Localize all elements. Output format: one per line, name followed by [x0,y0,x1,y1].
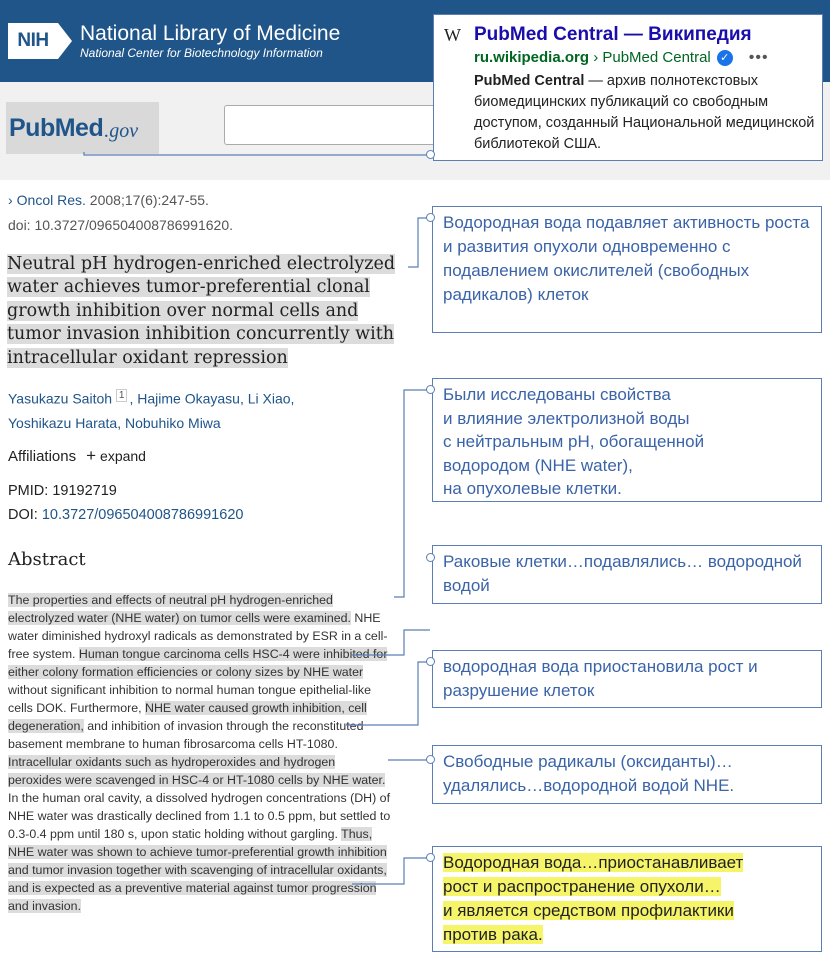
wikipedia-card [433,14,823,161]
connector-dot [426,755,435,764]
doi-citation: doi: 10.3727/096504008786991620. [8,217,233,233]
pubmed-logo-text: PubMed [9,113,104,142]
pmid-value: 19192719 [52,483,117,499]
abstract-heading: Abstract [8,549,86,570]
annotation-conclusion-line: Водородная вода…приостанавливает [443,853,744,872]
annotation-summary-text: Водородная вода подавляет активность роста и развития опухоли одновременно с подавлением окислителей (свободных радикалов) клеток [443,213,810,304]
expand-button[interactable]: expand [100,448,146,464]
annotation-summary [432,206,822,333]
wiki-url-domain: ru.wikipedia.org [474,49,590,66]
pmid [8,483,117,499]
connector-dot [426,385,435,394]
nih-title: National Library of Medicine [80,22,341,45]
journal-citation [8,192,209,208]
journal-details: 2008;17(6):247-55. [85,192,209,208]
annotation-intro-line: и влияние электролизной воды [443,408,690,428]
nih-logo[interactable] [8,22,340,60]
connector-title [408,218,430,267]
search-input[interactable] [224,105,454,145]
plus-icon[interactable]: + [86,446,97,465]
pubmed-logo[interactable] [6,102,159,154]
wikipedia-w-icon: W [444,25,461,45]
annotation-growth [432,650,822,708]
pmid-label: PMID: [8,483,53,499]
chevron-right-icon: › [8,192,13,208]
connector-dot [426,553,435,562]
nih-logo-arrow [58,23,72,59]
annotation-conclusion-line: против рака. [443,925,543,944]
abstract-highlight: Human tongue carcinoma cells HSC-4 were inhibited for either colony formation efficiencies or colony sizes by NHE water [8,647,388,679]
connector-dot [426,657,435,666]
connector-intro [394,390,430,597]
affiliations [8,446,146,466]
article-title [7,253,407,370]
annotation-conclusion-line: и является средством профилактики [443,901,734,920]
nih-logo-box: NIH [8,23,58,59]
abstract-text [8,591,392,915]
annotation-oxidants [432,745,822,804]
abstract-segment: and inhibition of invasion through the reconstituted basement membrane to human fibrosarcoma cells HT-1080. [8,719,364,751]
doi-link[interactable]: 10.3727/096504008786991620 [41,507,244,523]
annotation-conclusion [432,846,822,952]
nih-subtitle: National Center for Biotechnology Information [80,46,323,60]
abstract-segment: without significant inhibition to normal human tongue epithelial-like cells DOK. Furthermore, [8,683,371,715]
authors-rest[interactable]: , Hajime Okayasu, Li Xiao, Yoshikazu Harata, Nobuhiko Miwa [8,390,295,431]
connector-dot [426,213,435,222]
wiki-title[interactable]: PubMed Central — Википедия [474,24,752,45]
connector-dot [426,150,435,159]
abstract-highlight: The properties and effects of neutral pH hydrogen-enriched electrolyzed water (NHE water) on tumor cells were examined. [8,593,351,625]
wiki-snippet [474,71,819,155]
annotation-intro-line: Были исследованы свойства [443,385,671,404]
journal-link[interactable]: Oncol Res. [16,192,86,208]
annotation-intro-line: водородом (NHE water), [443,455,633,475]
abstract-segment: In the human oral cavity, a dissolved hydrogen concentrations (DH) of NHE water was drastically declined from 1.1 to 0.5 ppm, but settled to 0.3-0.4 ppm until 180 s, upon static holding without gargling. [8,791,391,841]
wiki-url[interactable] [474,47,812,69]
pubmed-logo-gov: .gov [104,119,139,142]
affiliations-label: Affiliations [8,448,77,465]
abstract-segment: NHE water diminished hydroxyl radicals as demonstrated by ESR in a cell-free system. [8,611,388,661]
annotation-cancer-text: Раковые клетки…подавлялись… водородной водой [443,552,802,595]
connector-dot [426,853,435,862]
verified-check-icon: ✓ [717,50,733,66]
annotation-cancer-cells [432,545,822,604]
annotation-oxidants-text: Свободные радикалы (оксиданты)… удалялись…водородной водой NHE. [443,752,735,795]
annotation-growth-text: водородная вода приостановила рост и разрушение клеток [443,657,758,700]
affiliation-number[interactable]: 1 [116,389,128,402]
author-link[interactable]: Yasukazu Saitoh [8,390,113,407]
annotation-intro-line: с нейтральным pH, обогащенной [443,432,705,452]
more-dots-icon[interactable]: ••• [748,49,769,66]
article-title-text: Neutral pH hydrogen-enriched electrolyzed water achieves tumor-preferential clonal growth inhibition over normal cells and tumor invasion inhibition concurrently with intracellular oxidant repression [7,254,396,368]
abstract-highlight: NHE water caused growth inhibition, cell degeneration, [8,701,367,733]
author-list [8,384,328,435]
annotation-intro [432,378,822,502]
doi [8,507,243,523]
wiki-snippet-bold: PubMed Central [474,73,585,89]
wiki-snippet-rest: — архив полнотекстовых биомедицинских публикаций со свободным доступом, созданный Национальной медицинской библиотекой США. [474,73,815,152]
wiki-url-path: › PubMed Central [593,49,711,66]
doi-label: DOI: [8,507,42,523]
abstract-highlight: Intracellular oxidants such as hydroperoxides and hydrogen peroxides were scavenged in HSC-4 or HT-1080 cells by NHE water. [8,755,386,787]
abstract-highlight: Thus, NHE water was shown to achieve tumor-preferential growth inhibition and tumor invasion together with scavenging of intracellular oxidants, and is expected as a preventive material against tumor progression and invasion. [8,827,387,913]
annotation-conclusion-line: рост и распространение опухоли… [443,877,721,896]
annotation-intro-line: на опухолевые клетки. [443,479,622,499]
